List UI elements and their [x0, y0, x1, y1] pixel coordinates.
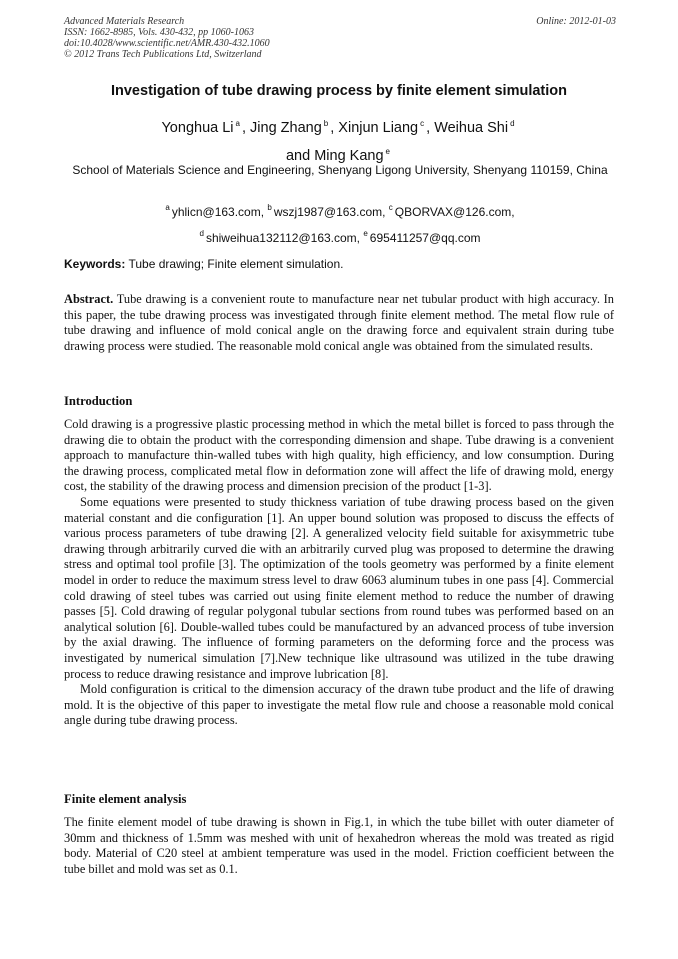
keywords-label: Keywords:: [64, 257, 126, 271]
keywords-text: Tube drawing; Finite element simulation.: [128, 257, 344, 271]
email-address: shiweihua132112@163.com,: [205, 231, 360, 245]
journal-header: [64, 16, 616, 60]
paragraph: Mold configuration is critical to the dimension accuracy of the drawn tube product and the life of drawing mold. It is the objective of this paper to investigate the metal flow rule and choose a reasonable mold conical angle during tube drawing process.: [64, 682, 614, 728]
author-mark: c: [420, 119, 425, 128]
author-mark: a: [235, 119, 240, 128]
email-address: yhlicn@163.com,: [171, 205, 265, 219]
abstract: [64, 292, 614, 354]
copyright-line: © 2012 Trans Tech Publications Ltd, Switzerland: [64, 49, 262, 60]
author-name: Jing Zhang: [250, 120, 322, 136]
section-heading-fea: Finite element analysis: [64, 792, 187, 806]
author-name: Weihua Shi: [434, 120, 509, 136]
author-mark: b: [323, 119, 329, 128]
email-address: QBORVAX@126.com,: [394, 205, 515, 219]
online-date: Online: 2012-01-03: [536, 16, 616, 27]
paragraph: The finite element model of tube drawing is shown in Fig.1, in which the tube billet with outer diameter of 30mm and thickness of 1.5mm was meshed with unit of hexahedron whereas the mold was treated as rigid body. Material of C20 steel at ambient temperature was used in the model. Friction coefficient between the tube billet and mold was set as 0.1.: [64, 815, 614, 876]
paper-title: Investigation of tube drawing process by finite element simulation: [110, 83, 567, 99]
author-mark: d: [510, 119, 515, 128]
author-separator: ,: [330, 120, 339, 136]
doi-line: doi:10.4028/www.scientific.net/AMR.430-432.1060: [64, 38, 270, 49]
issn-line: ISSN: 1662-8985, Vols. 430-432, pp 1060-1063: [64, 27, 254, 38]
author-separator: ,: [241, 120, 251, 136]
author-list: [60, 112, 618, 168]
journal-name: Advanced Materials Research: [64, 16, 185, 27]
email-mark: d: [199, 229, 204, 238]
email-mark: a: [165, 203, 170, 212]
section-heading-introduction: Introduction: [64, 394, 133, 408]
author-name: Ming Kang: [314, 148, 384, 164]
affiliation: School of Materials Science and Engineering, Shenyang Ligong University, Shenyang 110159, China: [72, 163, 608, 177]
author-name: Yonghua Li: [161, 120, 234, 136]
abstract-label: Abstract.: [64, 292, 114, 306]
introduction-body: [64, 417, 614, 729]
author-and: and: [285, 148, 311, 164]
fea-body: [64, 815, 614, 877]
keywords: [64, 257, 616, 272]
abstract-text: Tube drawing is a convenient route to manufacture near net tubular product with high accuracy. In this paper, the tube drawing process was investigated through finite element method. The metal flow rule of tube drawing and influence of mold conical angle on the drawing force and equivalent strain during tube drawing process were studied. The reasonable mold conical angle was obtained from the simulated results.: [64, 292, 615, 353]
email-address: 695411257@qq.com: [369, 231, 481, 245]
email-list: [64, 197, 616, 249]
paragraph: Cold drawing is a progressive plastic processing method in which the metal billet is forced to pass through the drawing die to obtain the product with the corresponding dimension and shape. Tube drawing is a convenient approach to manufacture thin-walled tubes with high quality, high efficiency, and low consumption. During the drawing process, complicated metal flow in deformation zone will affect the life of drawing mold, energy cost, the stability of the drawing process and dimension precision of the product [1-3].: [64, 417, 614, 494]
email-address: wszj1987@163.com,: [273, 205, 386, 219]
email-mark: e: [363, 229, 368, 238]
email-mark: b: [267, 203, 272, 212]
paragraph: Some equations were presented to study thickness variation of tube drawing process based on the given material constant and die configuration [1]. An upper bound solution was proposed to discuss the effects of various process parameters of tube drawing [2]. A generalized velocity field suitable for axisymmetric tube drawing through arbitrarily curved die with an arbitrarily curved plug was proposed to determine the drawing stress and optimal tool profile [3]. The optimization of the tools geometry was performed by a finite element model in order to reduce the maximum stress level to draw 6063 aluminum tubes in one pass [4]. Commercial cold drawing of steel tubes was carried out using finite element method to reduce the number of drawing passes [5]. Cold drawing of regular polygonal tubular sections from round tubes was performed based on an analytical solution [6]. Double-walled tubes could be manufactured by an advanced process of tube inversion by the axial drawing. The influence of forming parameters on the deforming force and the process was investigated by numerical simulation [7].New technique like ultrasound was utilized in the tube drawing process to reduce drawing resistance and improve lubrication [8].: [64, 494, 614, 681]
email-mark: c: [388, 203, 393, 212]
author-separator: ,: [426, 120, 435, 136]
author-mark: e: [385, 147, 390, 156]
author-name: Xinjun Liang: [338, 120, 419, 136]
